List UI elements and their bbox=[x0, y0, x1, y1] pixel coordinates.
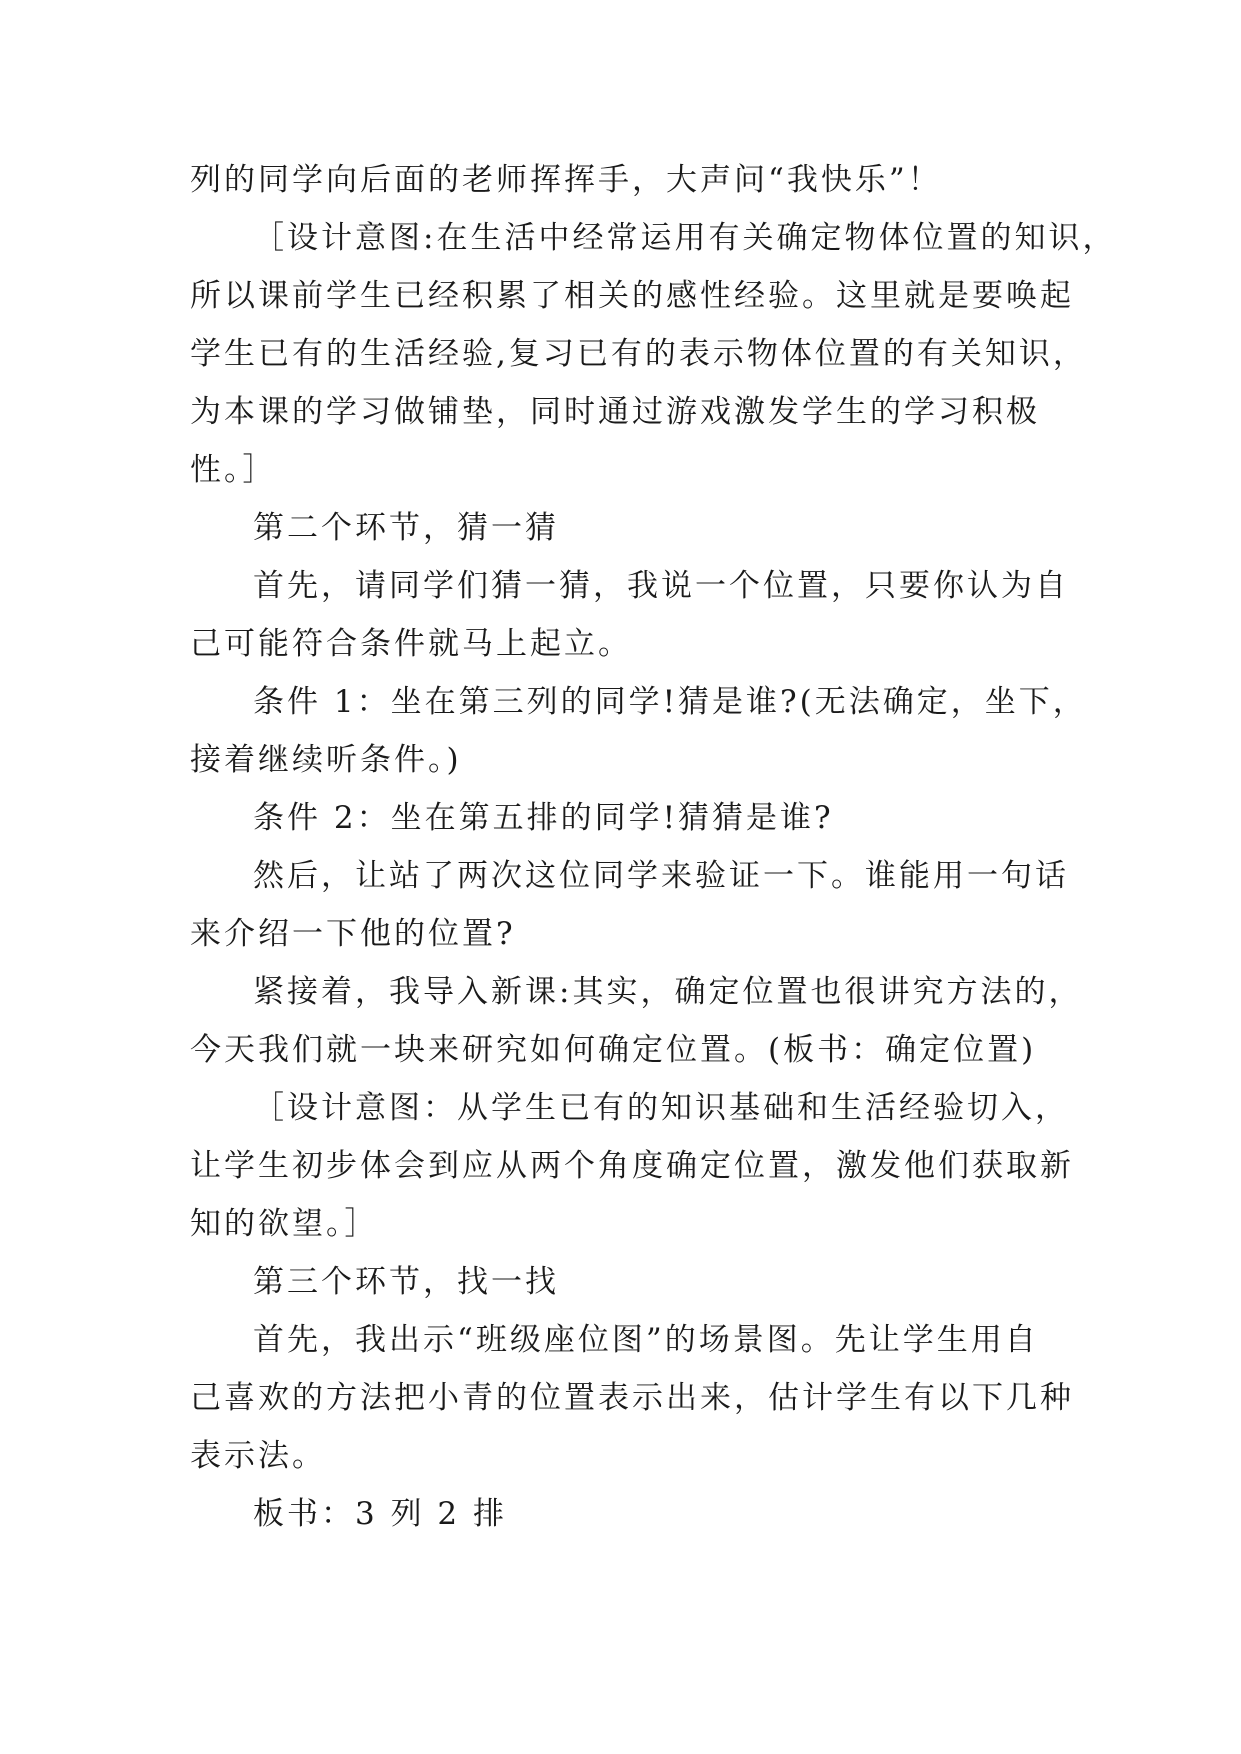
condition-2-line: 条件 2：坐在第五排的同学!猜猜是谁? bbox=[253, 800, 834, 836]
design-intent-paragraph-line: ［设计意图:在生活中经常运用有关确定物体位置的知识， bbox=[253, 220, 1117, 256]
paragraph-line: 然后，让站了两次这位同学来验证一下。谁能用一句话 bbox=[253, 858, 1069, 894]
text-line: 让学生初步体会到应从两个角度确定位置，激发他们获取新 bbox=[190, 1148, 1074, 1184]
text-line: 今天我们就一块来研究如何确定位置。(板书：确定位置) bbox=[190, 1032, 1037, 1068]
text-line: 己喜欢的方法把小青的位置表示出来，估计学生有以下几种 bbox=[190, 1380, 1074, 1416]
text-line: 知的欲望。］ bbox=[190, 1206, 379, 1242]
paragraph-line: 首先，我出示“班级座位图”的场景图。先让学生用自 bbox=[253, 1322, 1039, 1358]
text-line: 己可能符合条件就马上起立。 bbox=[190, 626, 632, 662]
section-heading: 第三个环节，找一找 bbox=[253, 1264, 559, 1300]
text-line: 列的同学向后面的老师挥挥手，大声问“我快乐”！ bbox=[190, 162, 942, 198]
text-line: 表示法。 bbox=[190, 1438, 326, 1474]
text-line: 所以课前学生已经积累了相关的感性经验。这里就是要唤起 bbox=[190, 278, 1074, 314]
section-heading: 第二个环节，猜一猜 bbox=[253, 510, 559, 546]
text-line: 接着继续听条件。) bbox=[190, 742, 462, 778]
paragraph-line: 首先，请同学们猜一猜，我说一个位置，只要你认为自 bbox=[253, 568, 1069, 604]
condition-1-line: 条件 1：坐在第三列的同学!猜是谁?(无法确定，坐下， bbox=[253, 684, 1087, 720]
text-line: 性。］ bbox=[190, 452, 277, 488]
text-line: 为本课的学习做铺垫，同时通过游戏激发学生的学习积极 bbox=[190, 394, 1040, 430]
text-line: 学生已有的生活经验,复习已有的表示物体位置的有关知识， bbox=[190, 336, 1087, 372]
paragraph-line: 紧接着，我导入新课:其实，确定位置也很讲究方法的， bbox=[253, 974, 1083, 1010]
board-writing-line: 板书：3 列 2 排 bbox=[253, 1496, 508, 1532]
text-line: 来介绍一下他的位置? bbox=[190, 916, 516, 952]
design-intent-paragraph-line: ［设计意图：从学生已有的知识基础和生活经验切入， bbox=[253, 1090, 1069, 1126]
